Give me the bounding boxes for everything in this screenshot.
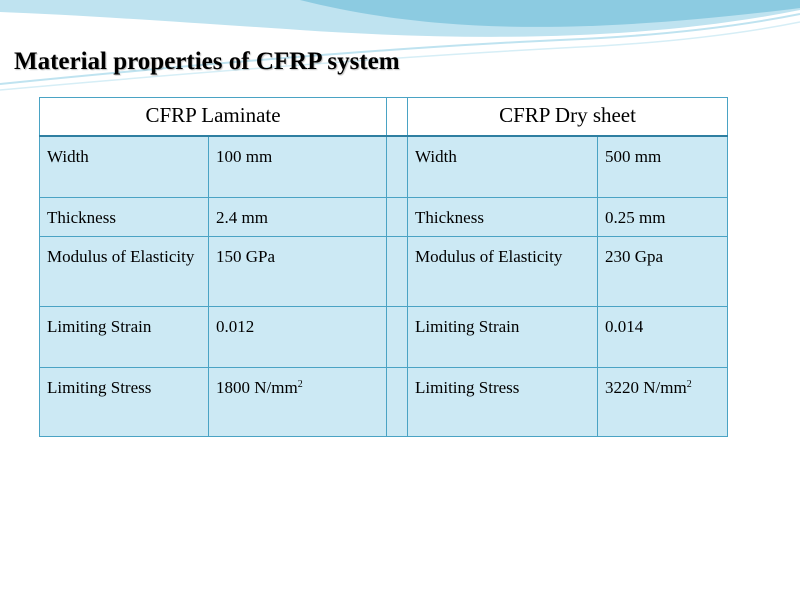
laminate-value bbox=[209, 368, 387, 437]
unit-superscript: 2 bbox=[297, 379, 303, 390]
laminate-property: Width bbox=[40, 136, 209, 198]
laminate-property: Limiting Stress bbox=[40, 368, 209, 437]
table-row bbox=[40, 237, 728, 307]
table-row bbox=[40, 136, 728, 198]
dry-sheet-value bbox=[598, 368, 728, 437]
page-title: Material properties of CFRP system bbox=[14, 48, 400, 75]
dry-sheet-property: Width bbox=[408, 136, 598, 198]
value-text: 3220 N/mm bbox=[605, 378, 687, 397]
table-row bbox=[40, 198, 728, 237]
dry-sheet-value: 500 mm bbox=[598, 136, 728, 198]
header-cfrp-dry-sheet: CFRP Dry sheet bbox=[408, 98, 728, 137]
spacer-cell bbox=[387, 136, 408, 198]
unit-superscript: 2 bbox=[686, 379, 692, 390]
dry-sheet-property: Thickness bbox=[408, 198, 598, 237]
properties-table bbox=[39, 97, 728, 437]
spacer-cell bbox=[387, 198, 408, 237]
laminate-value: 100 mm bbox=[209, 136, 387, 198]
dry-sheet-property: Limiting Stress bbox=[408, 368, 598, 437]
table-row bbox=[40, 307, 728, 368]
dry-sheet-property: Modulus of Elasticity bbox=[408, 237, 598, 307]
laminate-value: 0.012 bbox=[209, 307, 387, 368]
dry-sheet-value: 0.014 bbox=[598, 307, 728, 368]
dry-sheet-value: 0.25 mm bbox=[598, 198, 728, 237]
laminate-value: 2.4 mm bbox=[209, 198, 387, 237]
spacer-cell bbox=[387, 237, 408, 307]
value-text: 1800 N/mm bbox=[216, 378, 298, 397]
laminate-property: Limiting Strain bbox=[40, 307, 209, 368]
dry-sheet-property: Limiting Strain bbox=[408, 307, 598, 368]
spacer-cell bbox=[387, 307, 408, 368]
spacer-cell bbox=[387, 368, 408, 437]
spacer-cell bbox=[387, 98, 408, 137]
laminate-property: Thickness bbox=[40, 198, 209, 237]
laminate-value: 150 GPa bbox=[209, 237, 387, 307]
laminate-property: Modulus of Elasticity bbox=[40, 237, 209, 307]
table-row bbox=[40, 368, 728, 437]
dry-sheet-value: 230 Gpa bbox=[598, 237, 728, 307]
header-cfrp-laminate: CFRP Laminate bbox=[40, 98, 387, 137]
